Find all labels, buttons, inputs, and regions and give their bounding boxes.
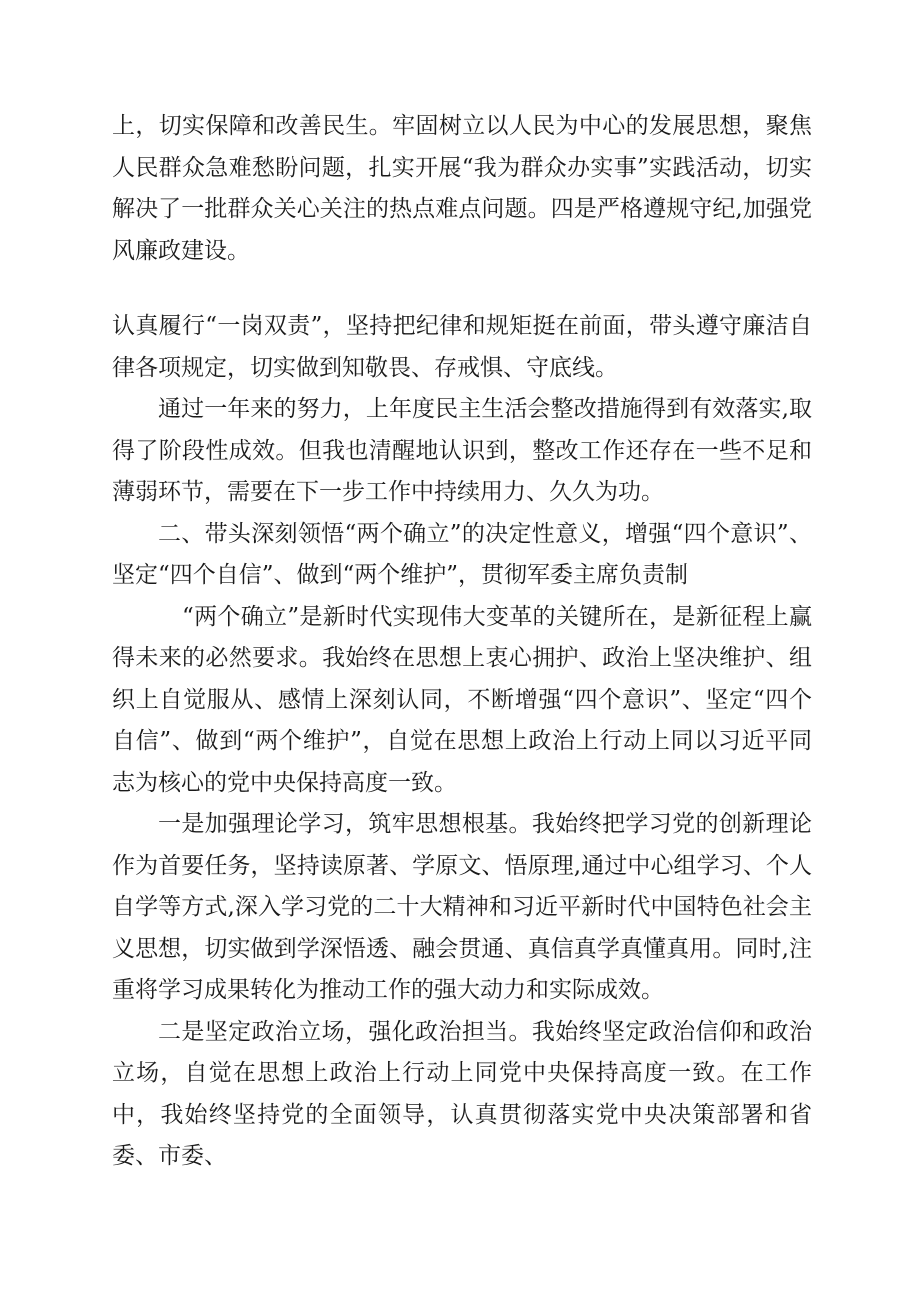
paragraph-two-establishments: “两个确立”是新时代实现伟大变革的关键所在，是新征程上赢得未来的必然要求。我始终在思想上衷心拥护、政治上坚决维护、组织上自觉服从、感情上深刻认同，不断增强“四个意识”、坚定“四个自信”、做到“两个维护”，自觉在思想上政治上行动上同以习近平同志为核心的党中央保持高度一致。 <box>112 603 812 796</box>
text-block-top <box>112 106 812 272</box>
paragraph-political-stance: 二是坚定政治立场，强化政治担当。我始终坚定政治信仰和政治立场，自觉在思想上政治上行动上同党中央保持高度一致。在工作中，我始终坚持党的全面领导，认真贯彻落实党中央决策部署和省委、市委、 <box>112 1018 812 1169</box>
paragraph-theory-study: 一是加强理论学习，筑牢思想根基。我始终把学习党的创新理论作为首要任务，坚持读原著、学原文、悟原理,通过中心组学习、个人自学等方式,深入学习党的二十大精神和习近平新时代中国特色社会主义思想，切实做到学深悟透、融会贯通、真信真学真懂真用。同时,注重将学习成果转化为推动工作的强大动力和实际成效。 <box>112 811 812 1003</box>
paragraph-discipline: 认真履行“一岗双责”，坚持把纪律和规矩挺在前面，带头遵守廉洁自律各项规定，切实做到知敬畏、存戒惧、守底线。 <box>112 313 812 381</box>
section-heading-two: 二、带头深刻领悟“两个确立”的决定性意义，增强“四个意识”、坚定“四个自信”、做到“两个维护”，贯彻军委主席负责制 <box>112 520 812 588</box>
paragraph-continuation: 上，切实保障和改善民生。牢固树立以人民为中心的发展思想，聚焦人民群众急难愁盼问题，扎实开展“我为群众办实事”实践活动，切实解决了一批群众关心关注的热点难点问题。四是严格遵规守纪,加强党风廉政建设。 <box>112 113 812 264</box>
paragraph-rectification-summary: 通过一年来的努力，上年度民主生活会整改措施得到有效落实,取得了阶段性成效。但我也清醒地认识到，整改工作还存在一些不足和薄弱环节，需要在下一步工作中持续用力、久久为功。 <box>112 396 812 505</box>
text-block-main <box>112 306 812 1178</box>
